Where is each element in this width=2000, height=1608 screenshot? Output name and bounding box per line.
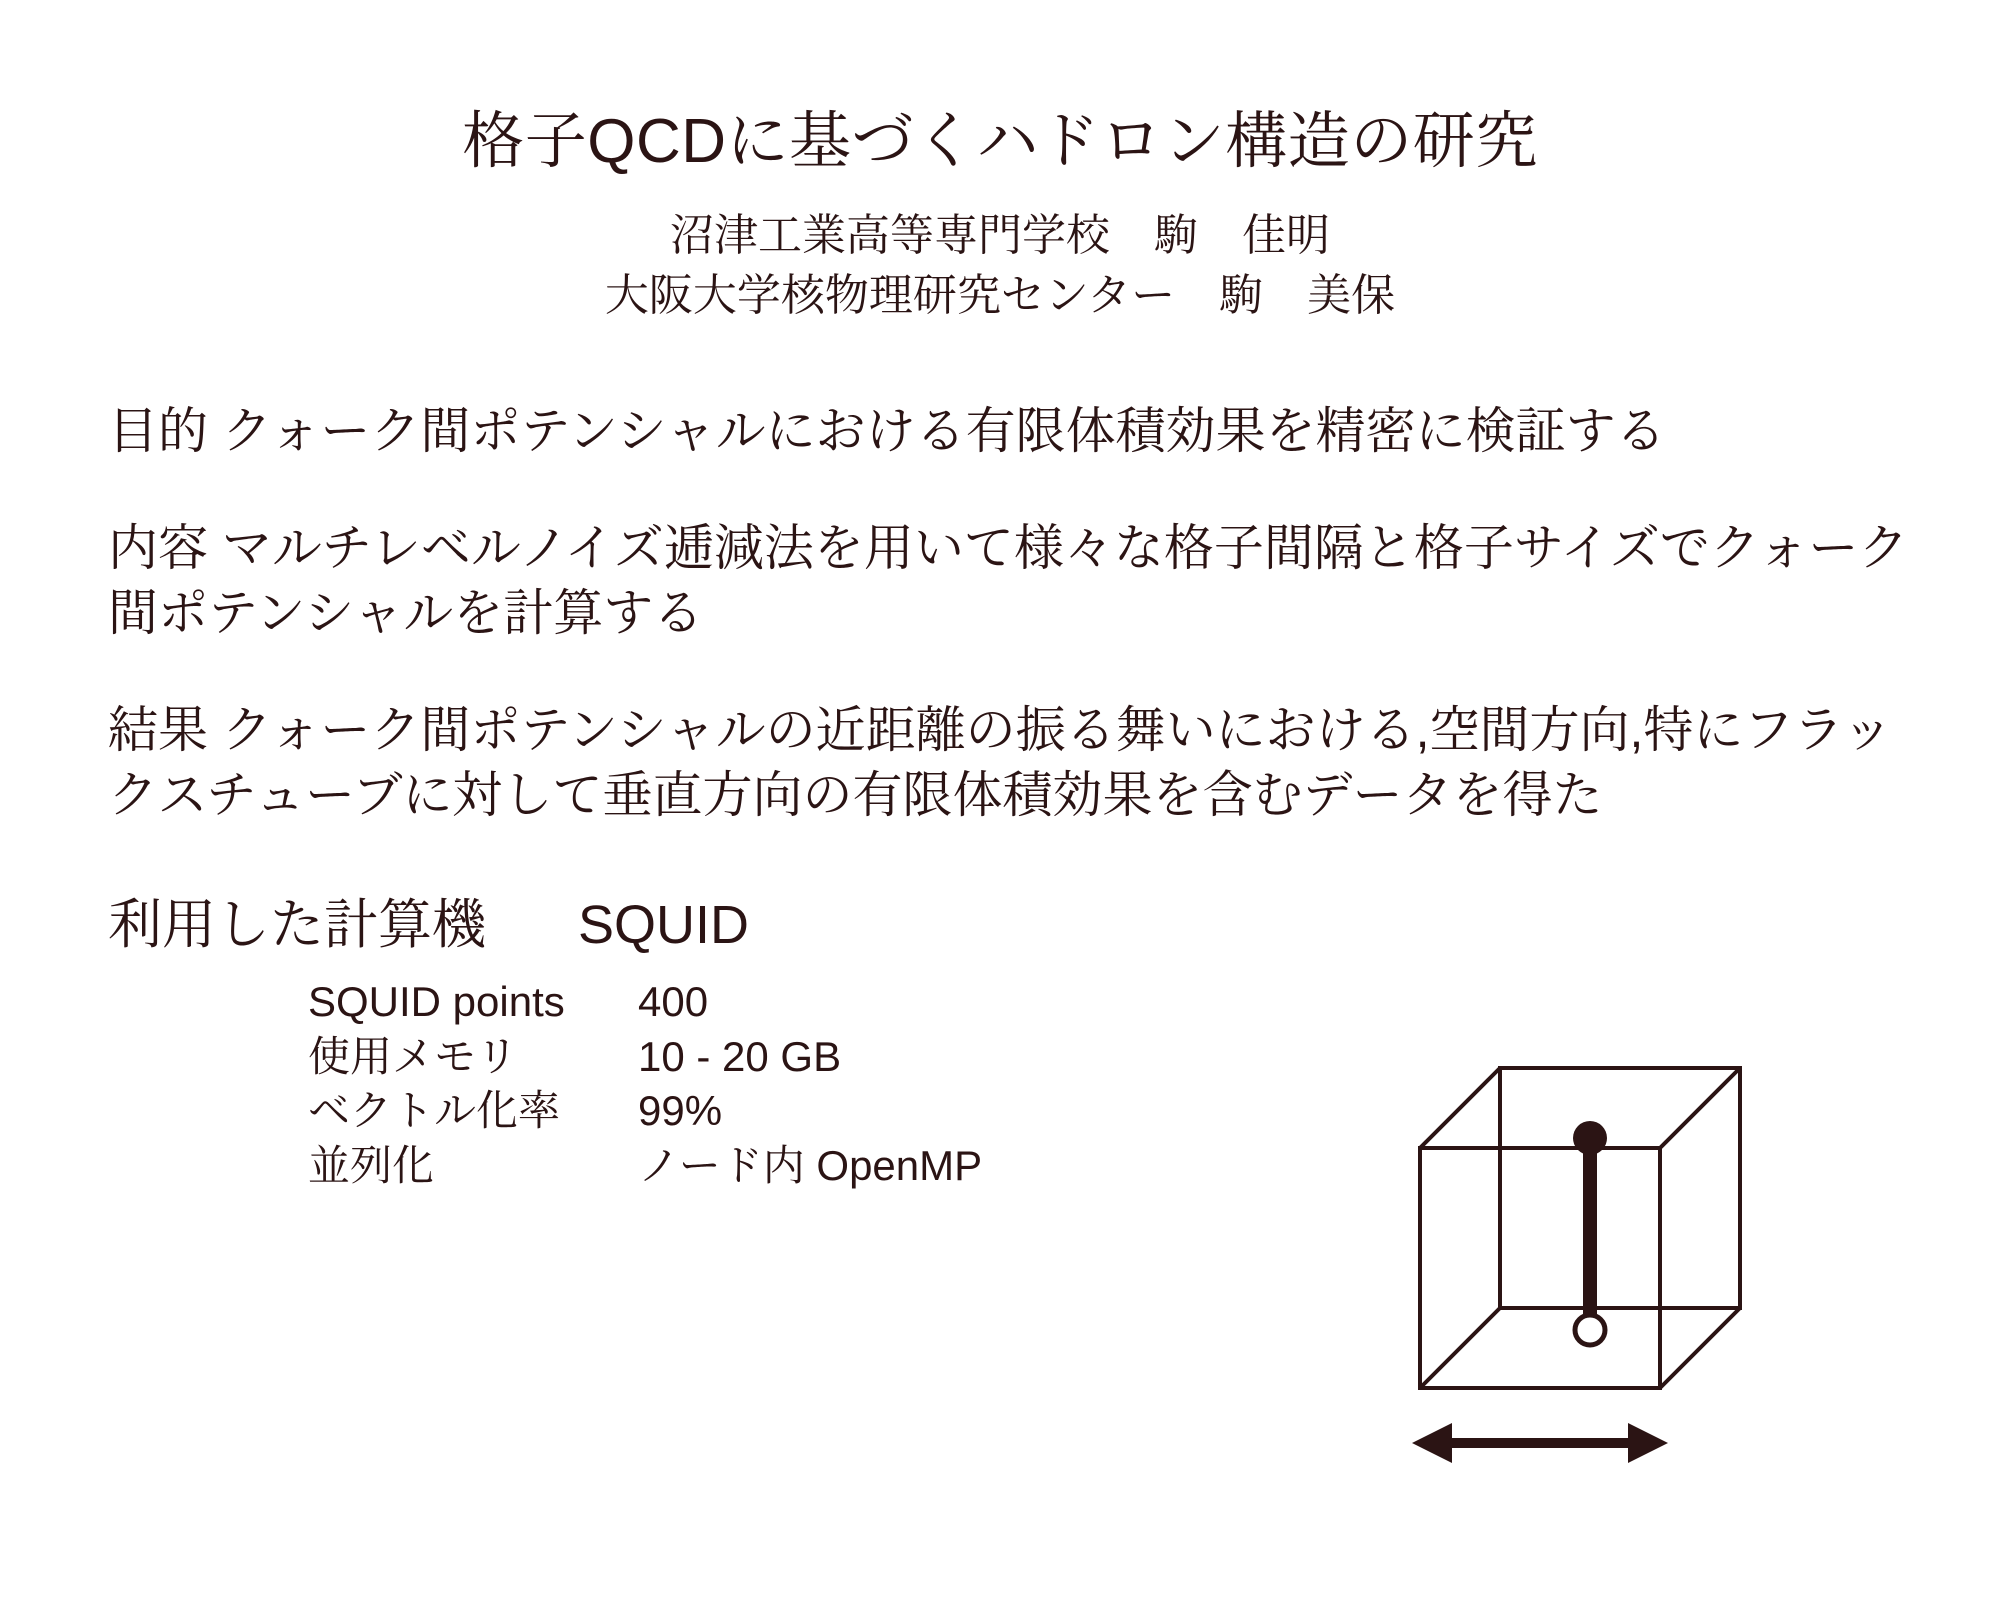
body-content: [108, 399, 1920, 828]
spec-key: SQUID points: [308, 977, 565, 1025]
compute-heading: [108, 882, 2000, 959]
spec-value: 99%: [638, 1087, 723, 1135]
paragraph-results: 結果 クォーク間ポテンシャルの近距離の振る舞いにおける,空間方向,特にフラックスチューブに対して垂直方向の有限体積効果を含むデータを得た: [108, 701, 1893, 823]
slide-root: [0, 108, 2000, 1608]
quark-filled-marker: [1573, 1121, 1607, 1155]
cube-edge-1: [1420, 1068, 1500, 1148]
compute-heading-label: 利用した計算機: [108, 894, 486, 955]
spec-key: ベクトル化率: [308, 1087, 561, 1135]
spec-value: ノード内 OpenMP: [638, 1141, 983, 1189]
author-line-1: 沼津工業高等専門学校 駒 佳明: [670, 211, 1330, 261]
paragraph-contents: 内容 マルチレベルノイズ逓減法を用いて様々な格子間隔と格子サイズでクォーク間ポテンシャルを計算する: [108, 519, 1909, 641]
page-title: 格子QCDに基づくハドロン構造の研究: [462, 107, 1538, 176]
cube-edge-3: [1660, 1308, 1740, 1388]
cube-edge-4: [1420, 1308, 1500, 1388]
spec-value: 10 - 20 GB: [638, 1032, 842, 1080]
list-item: [308, 975, 2000, 1030]
arrow-head-right: [1628, 1423, 1668, 1463]
cube-edge-2: [1660, 1068, 1740, 1148]
arrow-head-left: [1412, 1423, 1452, 1463]
authors-block: [0, 206, 2000, 325]
compute-heading-value: SQUID: [578, 894, 750, 955]
paragraph-purpose: 目的 クォーク間ポテンシャルにおける有限体積効果を精密に検証する: [108, 402, 1666, 459]
author-line-2: 大阪大学核物理研究センター 駒 美保: [604, 270, 1396, 320]
flux-tube-cube-diagram: [1400, 1058, 1820, 1488]
spec-key: 並列化: [308, 1141, 435, 1189]
spec-value: 400: [638, 977, 709, 1025]
spec-key: 使用メモリ: [308, 1032, 519, 1080]
antiquark-open-marker: [1575, 1315, 1605, 1345]
cube-svg: [1400, 1058, 1820, 1488]
